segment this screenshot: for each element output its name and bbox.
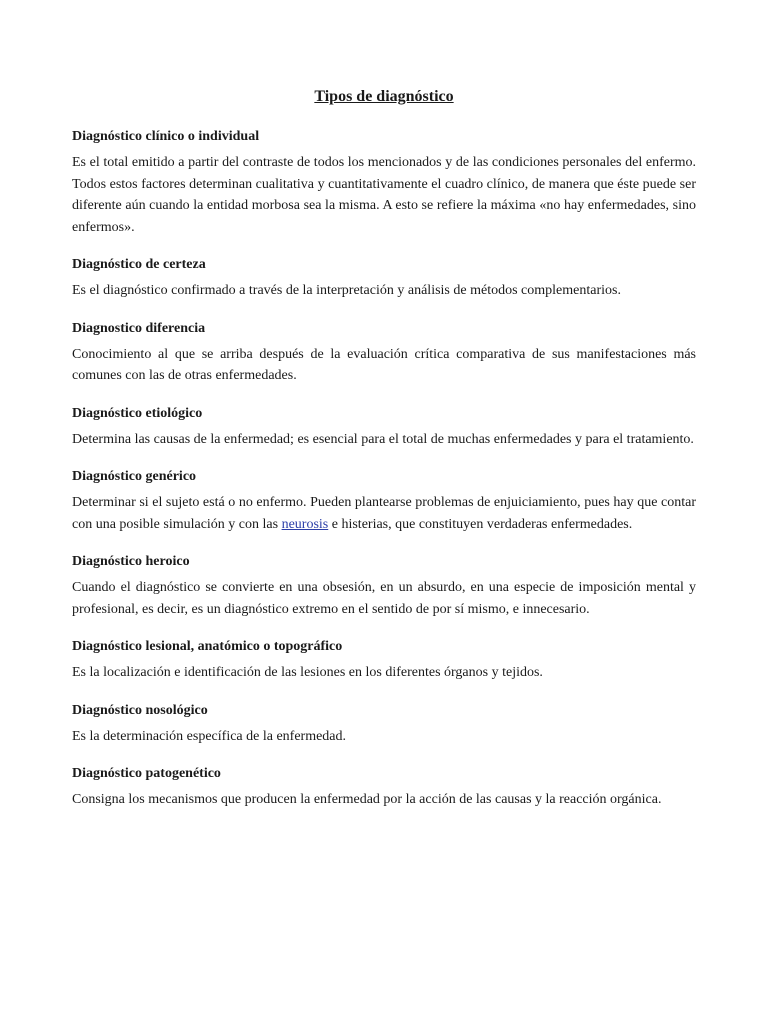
section-heading: Diagnostico diferencia <box>72 320 206 336</box>
neurosis-link[interactable]: neurosis <box>281 516 329 532</box>
section-body: Es el total emitido a partir del contraste de todos los mencionados y de las condiciones personales del enfermo. Todos estos factores determinan cualitativa y cuantitativamente el cuadro clínico, de manera que éste puede ser diferente aún cuando la entidad morbosa sea la misma. A esto se refiere la máxima «no hay enfermedades, sino enfermos». <box>72 155 696 235</box>
section-body: Conocimiento al que se arriba después de la evaluación crítica comparativa de sus manifestaciones más comunes con las de otras enfermedades. <box>72 346 696 383</box>
section-diagnostico-nosologico <box>72 702 696 748</box>
section-diagnostico-diferencia <box>72 320 696 387</box>
section-body: Es la determinación específica de la enfermedad. <box>72 728 347 744</box>
section-diagnostico-etiologico <box>72 405 696 451</box>
section-heading: Diagnóstico heroico <box>72 554 190 569</box>
section-diagnostico-clinico <box>72 128 696 238</box>
section-body: Es el diagnóstico confirmado a través de la interpretación y análisis de métodos complementarios. <box>72 283 621 298</box>
section-diagnostico-patogenetico <box>72 765 696 811</box>
section-heading: Diagnóstico patogenético <box>72 766 221 781</box>
section-body: Consigna los mecanismos que producen la enfermedad por la acción de las causas y la reacción orgánica. <box>72 792 662 807</box>
section-heading: Diagnóstico etiológico <box>72 405 203 421</box>
section-body: Cuando el diagnóstico se convierte en una obsesión, en un absurdo, en una especie de imposición mental y profesional, es decir, es un diagnóstico extremo en el sentido de por sí mismo, e innecesario. <box>72 580 696 617</box>
section-diagnostico-heroico <box>72 553 696 620</box>
section-body: Es la localización e identificación de las lesiones en los diferentes órganos y tejidos. <box>72 665 543 680</box>
section-heading: Diagnóstico lesional, anatómico o topográfico <box>72 639 343 654</box>
document-title: Tipos de diagnóstico <box>314 88 454 105</box>
section-body-after-link: e histerias, que constituyen verdaderas enfermedades. <box>328 516 633 532</box>
section-heading: Diagnóstico clínico o individual <box>72 129 260 144</box>
section-body <box>72 492 696 535</box>
section-heading: Diagnóstico de certeza <box>72 257 206 272</box>
section-diagnostico-certeza <box>72 256 696 302</box>
section-body-before-link: Determinar si el sujeto está o no enfermo. Pueden plantearse problemas de enjuiciamiento, pues hay que contar con una posible simulación y con las <box>72 495 696 532</box>
document-page <box>72 86 696 829</box>
section-heading: Diagnóstico genérico <box>72 469 197 484</box>
section-diagnostico-generico <box>72 468 696 535</box>
section-body: Determina las causas de la enfermedad; es esencial para el total de muchas enfermedades y para el tratamiento. <box>72 431 694 447</box>
section-diagnostico-lesional <box>72 638 696 684</box>
section-heading: Diagnóstico nosológico <box>72 702 208 718</box>
